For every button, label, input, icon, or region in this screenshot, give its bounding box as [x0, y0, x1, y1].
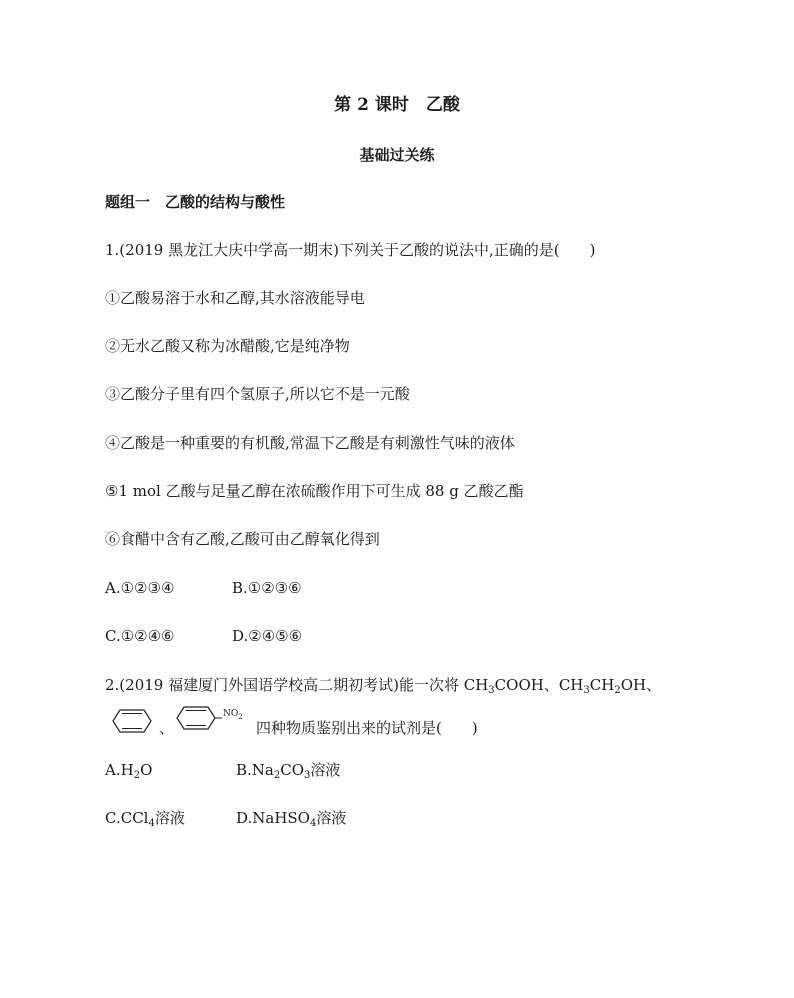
q2-option-a — [105, 760, 152, 780]
nitro-subscript: 2 — [238, 713, 243, 721]
nitrobenzene-icon — [176, 705, 222, 731]
statement-4: ④乙酸是一种重要的有机酸,常温下乙酸是有刺激性气味的液体 — [105, 434, 515, 452]
option-a: A.①②③④ — [105, 579, 175, 597]
option-d: D.②④⑤⑥ — [232, 627, 303, 645]
q2-option-d-sub: 4 — [309, 818, 317, 829]
formula-cooh: COOH、CH — [494, 676, 584, 694]
formula-oh: OH、 — [620, 676, 662, 694]
formula-ch2: CH — [589, 676, 615, 694]
formula-ch3-a: CH — [463, 676, 489, 694]
question-1-stem: 1.(2019 黑龙江大庆中学高一期末)下列关于乙酸的说法中,正确的是( ) — [105, 241, 596, 259]
subscript-2: 2 — [614, 685, 621, 696]
q2-option-b-mid: CO — [280, 761, 305, 779]
statement-6: ⑥食醋中含有乙酸,乙酸可由乙醇氧化得到 — [105, 530, 380, 548]
separator-comma: 、 — [159, 719, 175, 737]
q2-option-b — [236, 760, 340, 780]
question-2-stem-end: 四种物质鉴别出来的试剂是( ) — [256, 719, 478, 737]
section-subtitle: 基础过关练 — [359, 146, 435, 164]
question-2-stem — [105, 675, 661, 695]
q2-option-a-end: O — [140, 761, 153, 779]
q2-option-a-sub: 2 — [133, 770, 141, 781]
question-2-stem-text: 2.(2019 福建厦门外国语学校高二期初考试)能一次将 — [105, 676, 464, 694]
q2-option-b-end: 溶液 — [310, 761, 341, 779]
statement-1: ①乙酸易溶于水和乙醇,其水溶液能导电 — [105, 289, 365, 307]
statement-3: ③乙酸分子里有四个氢原子,所以它不是一元酸 — [105, 385, 410, 403]
page-title: 第 2 课时 乙酸 — [334, 95, 460, 115]
q2-option-b-text: B.Na — [236, 761, 274, 779]
q2-option-c-text: C.CCl — [105, 809, 149, 827]
q2-option-c — [105, 808, 185, 828]
subscript-3-b: 3 — [583, 685, 590, 696]
statement-5: ⑤1 mol 乙酸与足量乙醇在浓硫酸作用下可生成 88 g 乙酸乙酯 — [105, 482, 524, 500]
subscript-3-a: 3 — [488, 685, 495, 696]
q2-option-d-text: D.NaHSO — [236, 809, 310, 827]
option-b: B.①②③⑥ — [232, 579, 302, 597]
nitro-label: NO — [223, 709, 239, 719]
q2-option-b-sub1: 2 — [273, 770, 281, 781]
statement-2: ②无水乙酸又称为冰醋酸,它是纯净物 — [105, 337, 350, 355]
nitro-group-label — [223, 709, 243, 719]
q2-option-a-text: A.H — [105, 761, 134, 779]
benzene-icon — [112, 708, 152, 734]
q2-option-c-sub: 4 — [148, 818, 155, 829]
q2-option-b-sub2: 3 — [304, 770, 311, 781]
question-group-heading: 题组一 乙酸的结构与酸性 — [105, 193, 286, 211]
q2-option-d-end: 溶液 — [316, 809, 347, 827]
q2-option-d — [236, 808, 346, 828]
option-c: C.①②④⑥ — [105, 627, 175, 645]
q2-option-c-end: 溶液 — [154, 809, 185, 827]
